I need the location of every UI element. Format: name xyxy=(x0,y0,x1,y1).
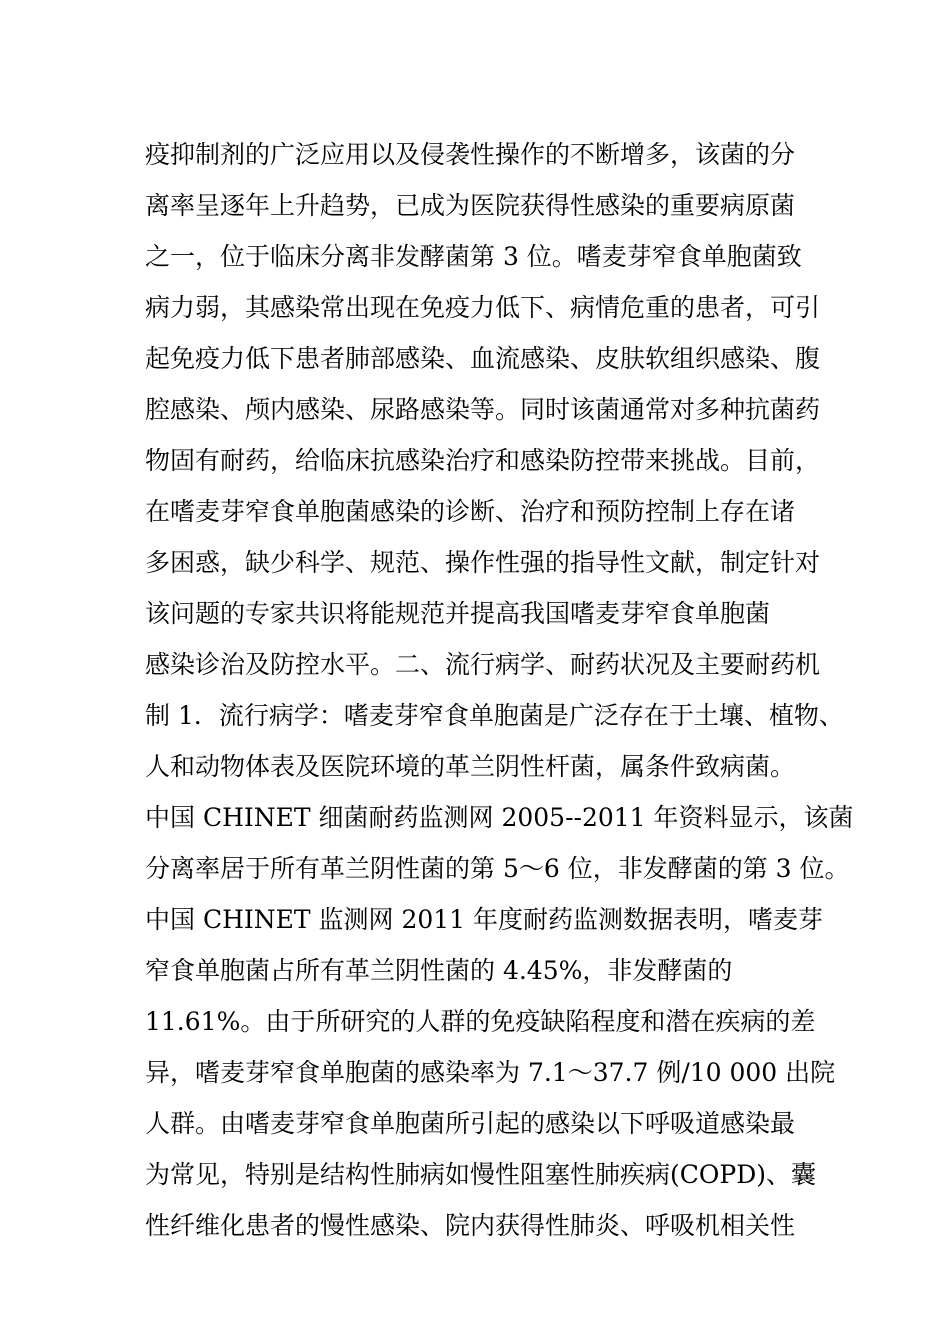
text-line: 分离率居于所有革兰阴性菌的第 5～6 位，非发酵菌的第 3 位。 xyxy=(145,854,850,883)
text-line: 人群。由嗜麦芽窄食单胞菌所引起的感染以下呼吸道感染最 xyxy=(145,1109,796,1138)
body-text xyxy=(145,129,854,1251)
text-line: 物固有耐药，给临床抗感染治疗和感染防控带来挑战。目前， xyxy=(145,446,821,475)
text-line: 中国 CHINET 监测网 2011 年度耐药监测数据表明，嗜麦芽 xyxy=(145,905,824,934)
text-line: 感染诊治及防控水平。二、流行病学、耐药状况及主要耐药机 xyxy=(145,650,821,679)
text-line: 中国 CHINET 细菌耐药监测网 2005--2011 年资料显示，该菌 xyxy=(145,803,854,832)
text-line: 11.61%。由于所研究的人群的免疫缺陷程度和潜在疾病的差 xyxy=(145,1007,816,1036)
text-line: 在嗜麦芽窄食单胞菌感染的诊断、治疗和预防控制上存在诸 xyxy=(145,497,796,526)
text-line: 该问题的专家共识将能规范并提高我国嗜麦芽窄食单胞菌 xyxy=(145,599,771,628)
text-line: 离率呈逐年上升趋势，已成为医院获得性感染的重要病原菌 xyxy=(145,191,796,220)
text-line: 病力弱，其感染常出现在免疫力低下、病情危重的患者，可引 xyxy=(145,293,821,322)
text-line: 之一，位于临床分离非发酵菌第 3 位。嗜麦芽窄食单胞菌致 xyxy=(145,242,802,271)
text-line: 窄食单胞菌占所有革兰阴性菌的 4.45%，非发酵菌的 xyxy=(145,956,733,985)
text-line: 起免疫力低下患者肺部感染、血流感染、皮肤软组织感染、腹 xyxy=(145,344,821,373)
text-line: 为常见，特别是结构性肺病如慢性阻塞性肺疾病(COPD)、囊 xyxy=(145,1160,816,1189)
text-line: 疫抑制剂的广泛应用以及侵袭性操作的不断增多，该菌的分 xyxy=(145,140,796,169)
text-line: 腔感染、颅内感染、尿路感染等。同时该菌通常对多种抗菌药 xyxy=(145,395,821,424)
text-line: 制 1．流行病学：嗜麦芽窄食单胞菌是广泛存在于土壤、植物、 xyxy=(145,701,844,730)
text-line: 人和动物体表及医院环境的革兰阴性杆菌，属条件致病菌。 xyxy=(145,752,796,781)
text-line: 性纤维化患者的慢性感染、院内获得性肺炎、呼吸机相关性 xyxy=(145,1211,796,1240)
text-line: 多困惑，缺少科学、规范、操作性强的指导性文献，制定针对 xyxy=(145,548,821,577)
text-line: 异，嗜麦芽窄食单胞菌的感染率为 7.1～37.7 例/10 000 出院 xyxy=(145,1058,836,1087)
